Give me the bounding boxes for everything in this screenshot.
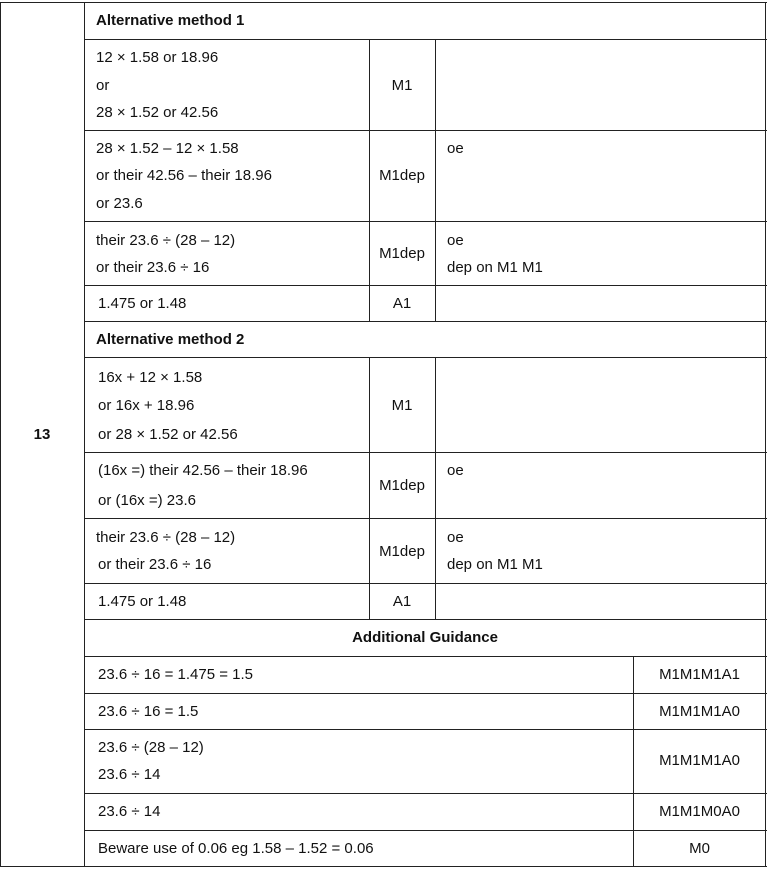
comment-line: oe — [447, 232, 464, 249]
rule — [84, 321, 767, 322]
rule — [435, 39, 436, 321]
rule — [84, 39, 767, 40]
guidance-line: Beware use of 0.06 eg 1.58 – 1.52 = 0.06 — [98, 840, 374, 857]
rule — [84, 518, 767, 519]
mark-cell: M1dep — [379, 477, 425, 494]
guidance-title: Additional Guidance — [352, 629, 498, 646]
rule — [84, 357, 767, 358]
rule — [84, 830, 767, 831]
mark-cell: A1 — [392, 593, 412, 610]
rule — [84, 619, 767, 620]
comment-line: dep on M1 M1 — [447, 259, 543, 276]
answer-line: or 23.6 — [96, 195, 143, 212]
answer-line: 1.475 or 1.48 — [98, 593, 187, 610]
rule — [84, 221, 767, 222]
mark-cell: A1 — [392, 295, 412, 312]
guidance-line: 23.6 ÷ 16 = 1.5 — [98, 703, 199, 720]
answer-line: or their 23.6 ÷ 16 — [96, 259, 210, 276]
guidance-mark: M1M1M1A1 — [659, 666, 740, 683]
comment-line: oe — [447, 462, 464, 479]
method-2-title: Alternative method 2 — [96, 331, 245, 348]
answer-line: or their 42.56 – their 18.96 — [96, 167, 272, 184]
rule — [84, 656, 767, 657]
guidance-line: 23.6 ÷ 16 = 1.475 = 1.5 — [98, 666, 254, 683]
comment-line: oe — [447, 140, 464, 157]
answer-line: or — [96, 77, 110, 94]
rule — [84, 583, 767, 584]
mark-cell: M1 — [391, 77, 413, 94]
guidance-mark: M1M1M0A0 — [659, 803, 740, 820]
rule — [765, 2, 766, 866]
rule — [84, 452, 767, 453]
rule — [84, 693, 767, 694]
answer-line: 12 × 1.58 or 18.96 — [96, 49, 219, 66]
guidance-mark: M1M1M1A0 — [659, 752, 740, 769]
answer-line: 16x + 12 × 1.58 — [98, 369, 203, 386]
rule — [435, 357, 436, 619]
mark-cell: M1dep — [379, 167, 425, 184]
answer-line: (16x =) their 42.56 – their 18.96 — [98, 462, 308, 479]
rule — [84, 2, 85, 866]
rule — [0, 866, 767, 867]
rule — [84, 130, 767, 131]
rule — [84, 285, 767, 286]
comment-line: dep on M1 M1 — [447, 556, 543, 573]
question-number: 13 — [33, 426, 51, 443]
answer-line: or their 23.6 ÷ 16 — [98, 556, 212, 573]
comment-line: oe — [447, 529, 464, 546]
answer-line: or (16x =) 23.6 — [98, 492, 196, 509]
mark-cell: M1dep — [379, 543, 425, 560]
guidance-line: 23.6 ÷ 14 — [98, 766, 161, 783]
answer-line: or 28 × 1.52 or 42.56 — [98, 426, 238, 443]
guidance-mark: M0 — [689, 840, 710, 857]
method-1-title: Alternative method 1 — [96, 12, 245, 29]
mark-cell: M1dep — [379, 245, 425, 262]
guidance-mark: M1M1M1A0 — [659, 703, 740, 720]
mark-cell: M1 — [391, 397, 413, 414]
answer-line: their 23.6 ÷ (28 – 12) — [96, 529, 236, 546]
guidance-line: 23.6 ÷ (28 – 12) — [98, 739, 204, 756]
answer-line: 1.475 or 1.48 — [98, 295, 187, 312]
answer-line: 28 × 1.52 – 12 × 1.58 — [96, 140, 239, 157]
guidance-line: 23.6 ÷ 14 — [98, 803, 161, 820]
answer-line: or 16x + 18.96 — [98, 397, 195, 414]
rule — [0, 2, 767, 3]
answer-line: 28 × 1.52 or 42.56 — [96, 104, 219, 121]
answer-line: their 23.6 ÷ (28 – 12) — [96, 232, 236, 249]
rule — [84, 793, 767, 794]
rule — [84, 729, 767, 730]
